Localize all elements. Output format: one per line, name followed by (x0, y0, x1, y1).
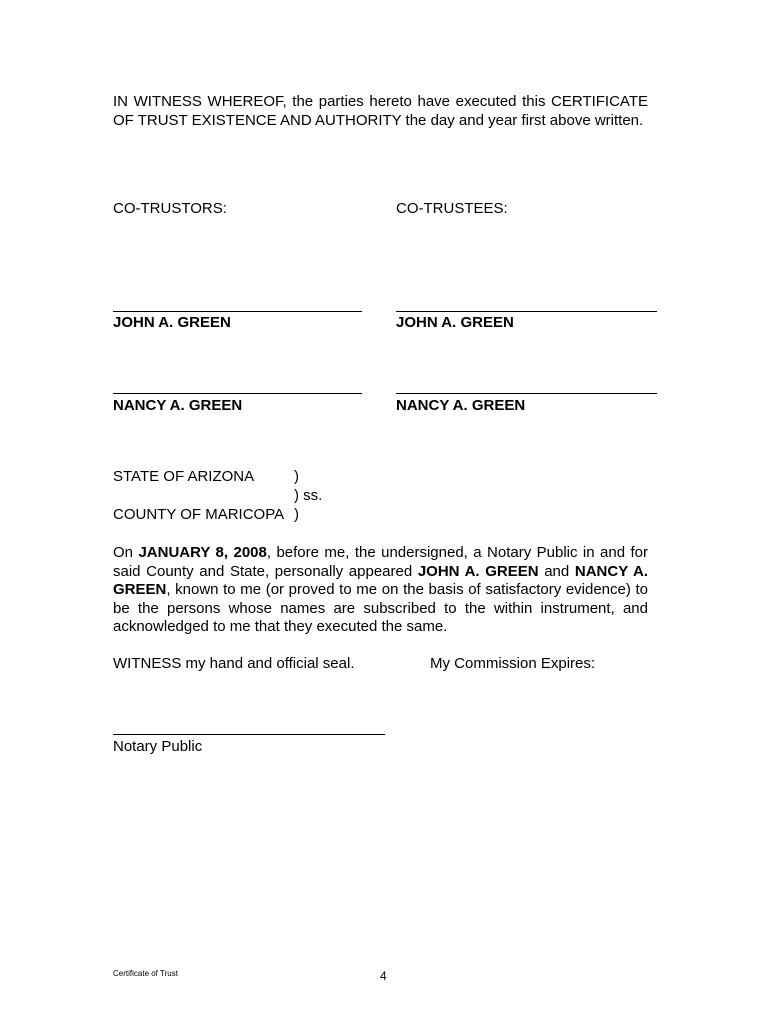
co-trustors-header: CO-TRUSTORS: (113, 200, 227, 217)
signature-line-trustor-1 (113, 311, 362, 312)
co-trustees-header: CO-TRUSTEES: (396, 200, 508, 217)
trustee-name-2: NANCY A. GREEN (396, 397, 526, 414)
notary-signature-line (113, 734, 385, 735)
ack-name-2: NANCY A. GREEN (113, 562, 648, 598)
trustee-name-1: JOHN A. GREEN (396, 314, 514, 331)
ack-text-2: , before me, the undersigned, a Notary Public in and for said County and State, personally appeared (113, 544, 648, 580)
signature-line-trustee-1 (396, 311, 657, 312)
trustor-name-1: JOHN A. GREEN (113, 314, 231, 331)
venue-paren-bottom: ) (294, 506, 299, 523)
ack-text-1: On (113, 544, 139, 561)
witness-paragraph: IN WITNESS WHEREOF, the parties hereto have executed this CERTIFICATE OF TRUST EXISTENCE AND AUTHORITY the day and year first above written. (113, 93, 648, 129)
trustor-name-2: NANCY A. GREEN (113, 397, 243, 414)
commission-expires: My Commission Expires: (430, 655, 596, 672)
ack-text-4: , known to me (or proved to me on the basis of satisfactory evidence) to be the persons whose names are subscribed to the within instrument, and acknowledged to me that they executed the same. (113, 581, 648, 635)
venue-state: STATE OF ARIZONA (113, 468, 255, 485)
signature-line-trustor-2 (113, 393, 362, 394)
ack-text-3: and (538, 562, 575, 580)
venue-paren-ss: ) ss. (294, 487, 323, 504)
venue-paren-top: ) (294, 468, 299, 485)
signature-line-trustee-2 (396, 393, 657, 394)
witness-hand-seal: WITNESS my hand and official seal. (113, 655, 355, 672)
acknowledgment-paragraph (113, 544, 648, 637)
notary-public-label: Notary Public (113, 738, 203, 755)
venue-county: COUNTY OF MARICOPA (113, 506, 285, 523)
page-number: 4 (380, 969, 387, 983)
ack-name-1: JOHN A. GREEN (417, 562, 539, 580)
footer-doc-name: Certificate of Trust (113, 969, 178, 978)
ack-date: JANUARY 8, 2008 (138, 544, 267, 561)
